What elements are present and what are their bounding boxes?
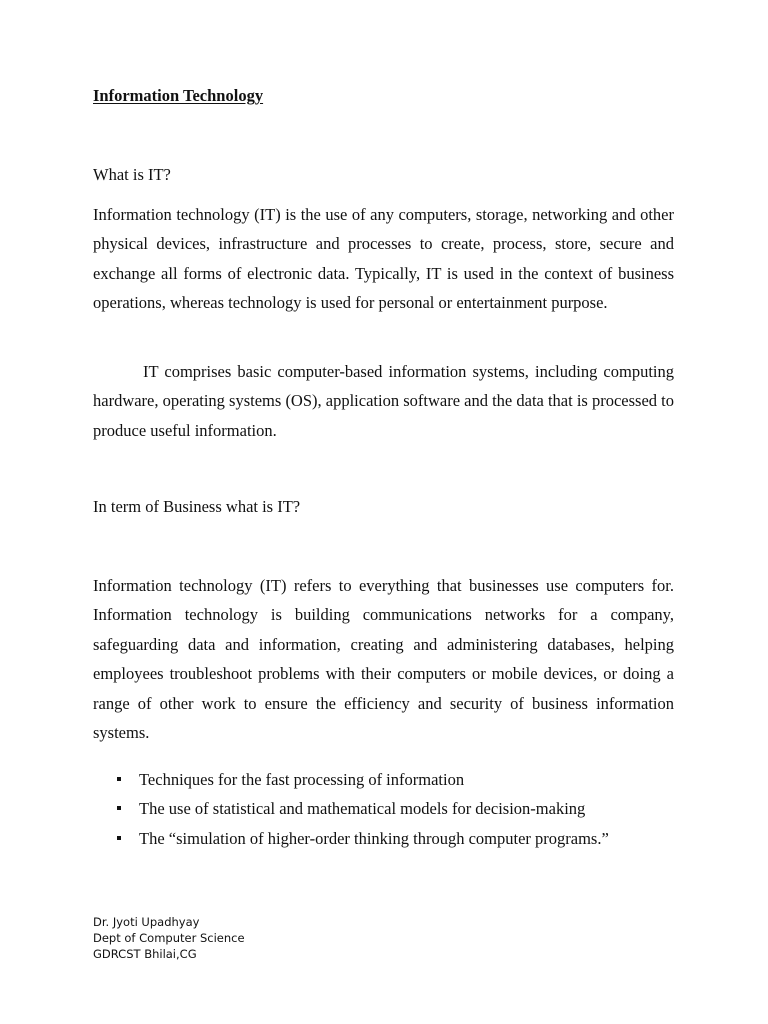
footer-department: Dept of Computer Science [93,930,245,945]
section-heading-business-it: In term of Business what is IT? [93,497,301,516]
document-title: Information Technology [93,86,264,105]
bullet-icon [117,806,121,810]
list-item [93,765,609,794]
list-item-text: The “simulation of higher-order thinking through computer programs.” [139,828,609,848]
list-item-text: The use of statistical and mathematical models for decision-making [139,799,586,819]
footer-institution: GDRCST Bhilai,CG [93,946,197,961]
list-item-text: Techniques for the fast processing of information [139,770,465,789]
paragraph-business-it: Information technology (IT) refers to everything that businesses use computers for. Information technology is building communications networks for a company, safeguarding data and information, creating and administering databases, helping employees troubleshoot problems with their computers or mobile devices, or doing a range of other work to ensure the efficiency and security of business information systems. [93,576,674,743]
footer-author: Dr. Jyoti Upadhyay [93,915,200,929]
list-item [93,824,609,853]
bullet-icon [117,777,121,781]
page-footer [93,915,245,962]
list-item [93,794,609,823]
paragraph-it-definition: Information technology (IT) is the use of any computers, storage, networking and other physical devices, infrastructure and processes to create, process, store, secure and exchange all forms of electronic data. Typically, IT is used in the context of business operations, whereas technology is used for personal or entertainment purpose. [93,205,674,313]
bullet-list [93,765,609,853]
bullet-icon [117,836,121,840]
paragraph-it-comprises: IT comprises basic computer-based information systems, including computing hardware, operating systems (OS), application software and the data that is processed to produce useful information. [93,362,674,440]
section-heading-what-is-it: What is IT? [93,165,171,184]
